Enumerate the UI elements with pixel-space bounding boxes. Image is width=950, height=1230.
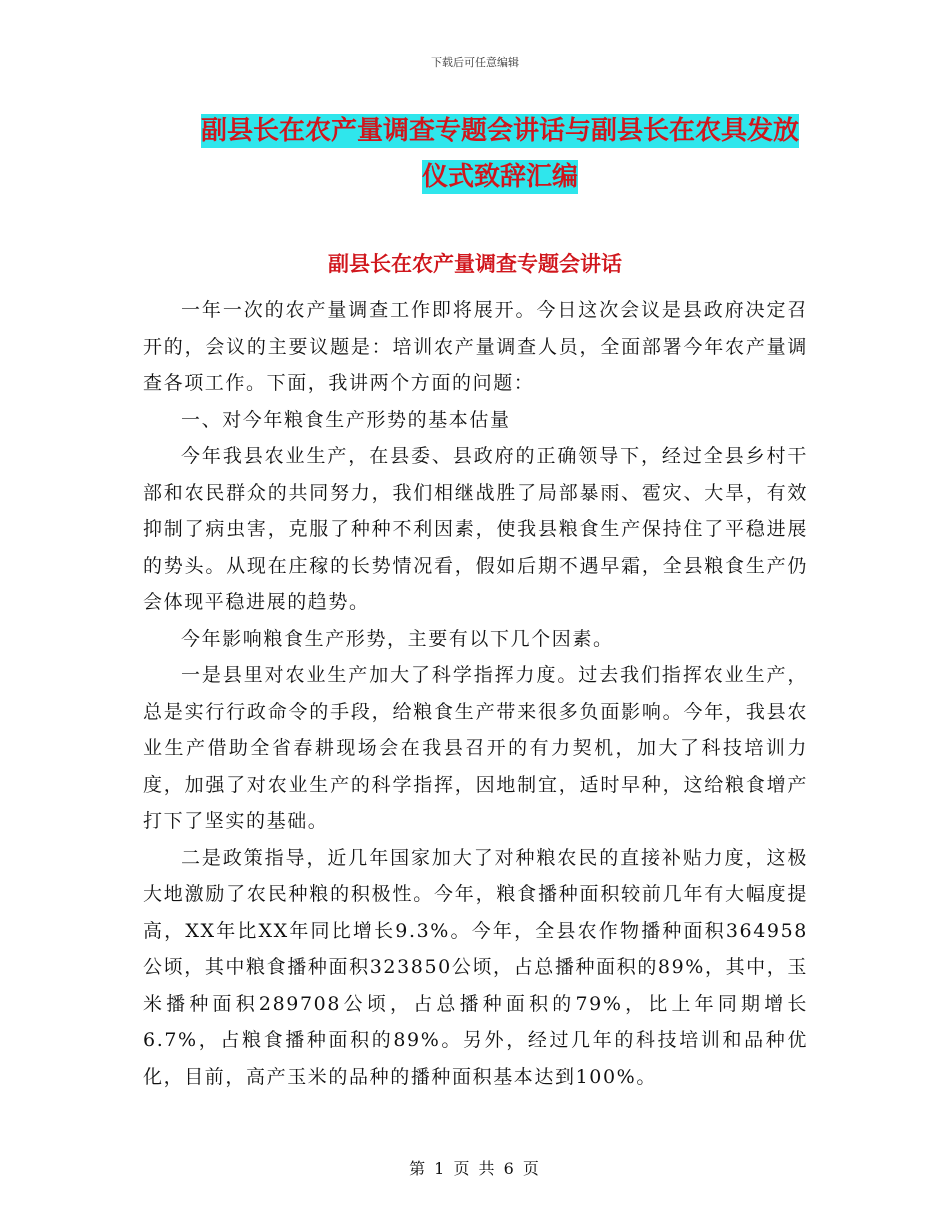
body-text [143,292,808,1095]
section-title: 副县长在农产量调查专题会讲话 [328,252,622,276]
paragraph: 今年我县农业生产，在县委、县政府的正确领导下，经过全县乡村干部和农民群众的共同努力，我们相继战胜了局部暴雨、雹灾、大旱，有效抑制了病虫害，克服了种种不利因素，使我县粮食生产保持住了平稳进展的势头。从现在庄稼的长势情况看，假如后期不遇早霜，全县粮食生产仍会体现平稳进展的趋势。 [143,445,808,613]
paragraph: 一、对今年粮食生产形势的基本估量 [181,408,511,431]
header-note: 下载后可任意编辑 [431,56,519,69]
paragraph: 一是县里对农业生产加大了科学指挥力度。过去我们指挥农业生产，总是实行行政命令的手段，给粮食生产带来很多负面影响。今年，我县农业生产借助全省春耕现场会在我县召开的有力契机，加大了科技培训力度，加强了对农业生产的科学指挥，因地制宜，适时早种，这给粮食增产打下了坚实的基础。 [143,664,808,832]
paragraph: 一年一次的农产量调查工作即将展开。今日这次会议是县政府决定召开的，会议的主要议题是：培训农产量调查人员，全面部署今年农产量调查各项工作。下面，我讲两个方面的问题： [143,299,808,394]
main-title-line2: 仪式致辞汇编 [421,162,578,192]
page-number: 第 1 页 共 6 页 [409,1159,541,1178]
paragraph: 今年影响粮食生产形势，主要有以下几个因素。 [181,627,614,650]
main-title [150,108,850,200]
main-title-line1: 副县长在农产量调查专题会讲话与副县长在农具发放 [200,116,799,146]
paragraph: 二是政策指导，近几年国家加大了对种粮农民的直接补贴力度，这极大地激励了农民种粮的积极性。今年，粮食播种面积较前几年有大幅度提高，XX年比XX年同比增长9.3%。今年，全县农作物播种面积364958公顷，其中粮食播种面积323850公顷，占总播种面积的89%，其中，玉米播种面积289708公顷，占总播种面积的79%，比上年同期增长6.7%，占粮食播种面积的89%。另外，经过几年的科技培训和品种优化，目前，高产玉米的品种的播种面积基本达到100%。 [143,846,808,1088]
